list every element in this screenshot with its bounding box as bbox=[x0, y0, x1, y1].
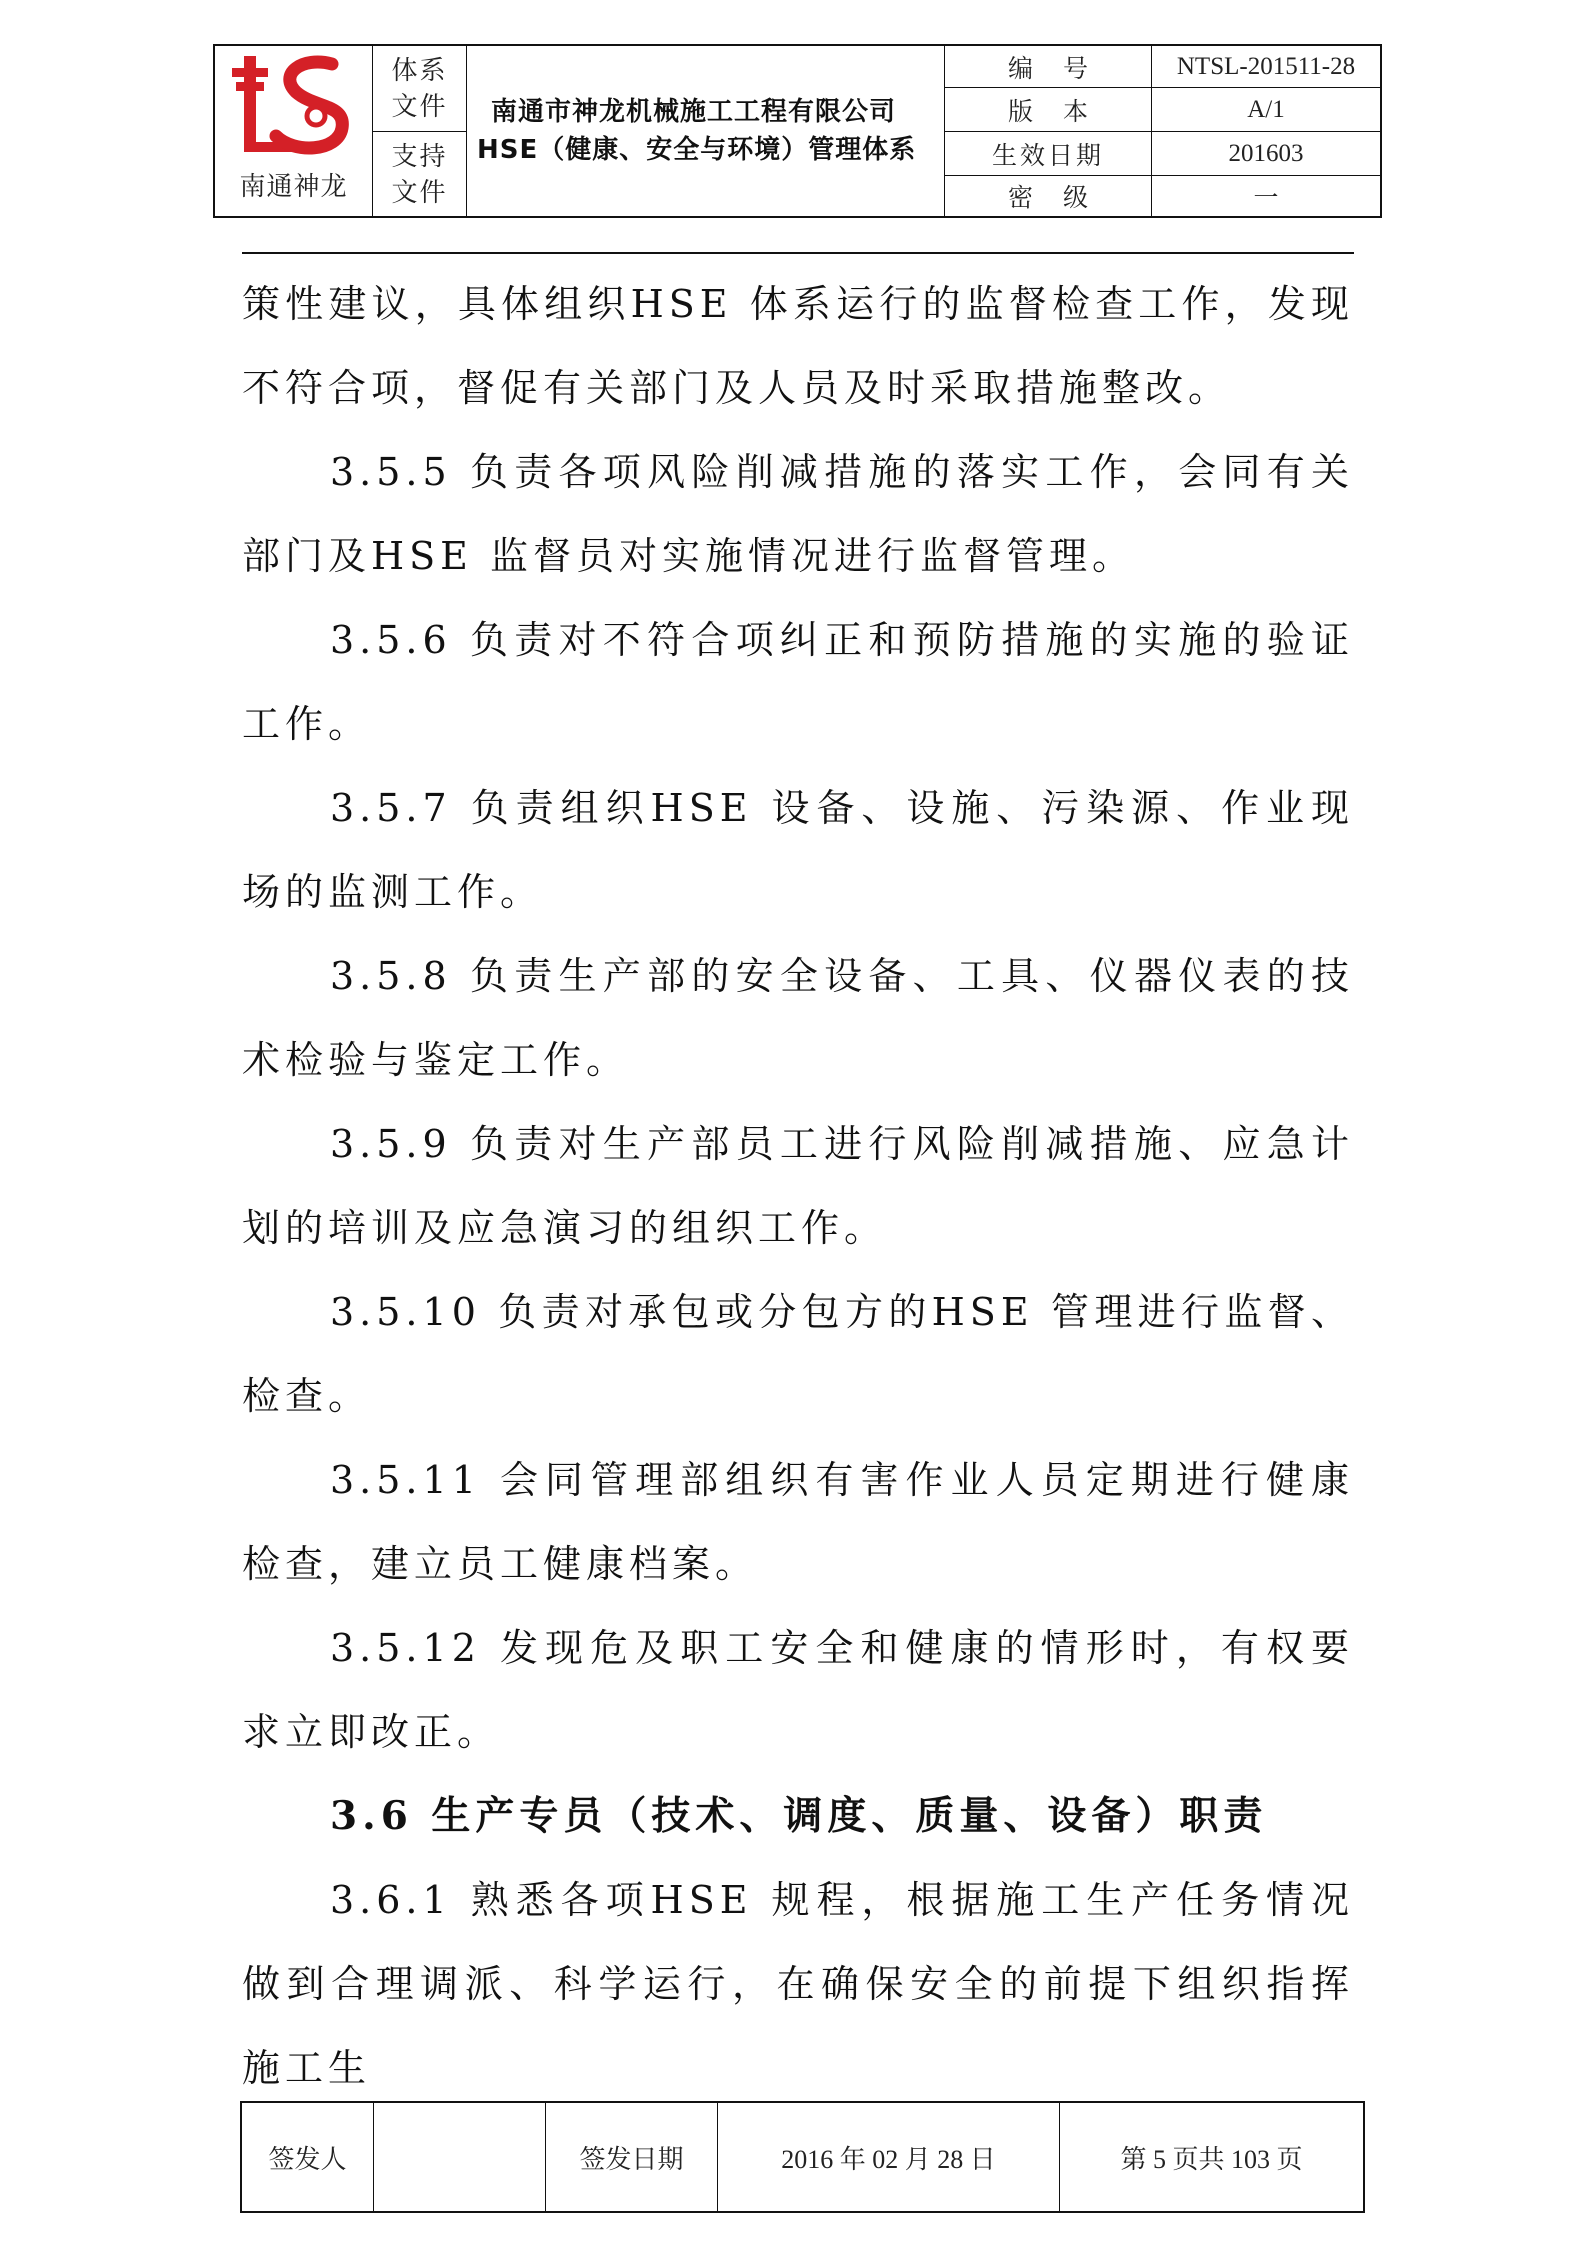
meta-label-effective-date: 生效日期 bbox=[991, 140, 1104, 170]
doc-type-system-file bbox=[373, 46, 466, 131]
doc-type-line: 文件 bbox=[391, 91, 448, 122]
meta-value-security-level: 一 bbox=[1253, 185, 1279, 212]
paragraph-3-5-10: 3.5.10 负责对承包或分包方的HSE 管理进行监督、检查。 bbox=[242, 1290, 1354, 1418]
footer-table bbox=[240, 2101, 1365, 2213]
paragraph-3-5-6: 3.5.6 负责对不符合项纠正和预防措施的实施的验证工作。 bbox=[242, 618, 1354, 746]
paragraph-3-5-5: 3.5.5 负责各项风险削减措施的落实工作，会同有关部门及HSE 监督员对实施情况进行监督管理。 bbox=[242, 450, 1354, 578]
meta-value-number: NTSL-201511-28 bbox=[1176, 52, 1356, 80]
paragraph-3-5-12: 3.5.12 发现危及职工安全和健康的情形时，有权要求立即改正。 bbox=[242, 1626, 1354, 1754]
header-rule bbox=[242, 252, 1354, 254]
meta-value-version: A/1 bbox=[1247, 95, 1285, 123]
logo-text: 南通神龙 bbox=[239, 172, 348, 202]
doc-type-line: 支持 bbox=[391, 141, 448, 172]
doc-type-line: 体系 bbox=[391, 55, 448, 86]
meta-value-effective-date: 201603 bbox=[1228, 139, 1304, 167]
issue-date-label: 签发日期 bbox=[546, 2103, 718, 2211]
company-title bbox=[467, 46, 943, 216]
logo-mark-icon bbox=[224, 50, 364, 170]
meta-label-security-level: 密级 bbox=[1007, 183, 1118, 212]
paragraph-3-5-8: 3.5.8 负责生产部的安全设备、工具、仪器仪表的技术检验与鉴定工作。 bbox=[242, 954, 1354, 1082]
paragraph-3-5-7: 3.5.7 负责组织HSE 设备、设施、污染源、作业现场的监测工作。 bbox=[242, 786, 1354, 914]
section-heading-3-6: 3.6 生产专员（技术、调度、质量、设备）职责 bbox=[330, 1793, 1268, 1839]
page-info: 第 5 页共 103 页 bbox=[1120, 2144, 1303, 2174]
paragraph-3-5-11: 3.5.11 会同管理部组织有害作业人员定期进行健康检查，建立员工健康档案。 bbox=[242, 1458, 1354, 1586]
document-body bbox=[242, 262, 1354, 2110]
doc-type-line: 文件 bbox=[391, 177, 448, 208]
company-name: 南通市神龙机械施工工程有限公司 bbox=[491, 97, 897, 127]
issue-date-value: 2016 年 02 月 28 日 bbox=[718, 2103, 1060, 2211]
paragraph: 策性建议，具体组织HSE 体系运行的监督检查工作，发现不符合项，督促有关部门及人员及时采取措施整改。 bbox=[242, 282, 1354, 410]
paragraph-3-5-9: 3.5.9 负责对生产部员工进行风险削减措施、应急计划的培训及应急演习的组织工作。 bbox=[242, 1122, 1354, 1250]
meta-label-number: 编号 bbox=[1007, 53, 1118, 83]
doc-type-support-file bbox=[373, 132, 466, 217]
issuer-value bbox=[374, 2103, 546, 2211]
issuer-label: 签发人 bbox=[242, 2103, 374, 2211]
system-name: HSE（健康、安全与环境）管理体系 bbox=[477, 135, 917, 165]
meta-label-version: 版本 bbox=[1007, 96, 1118, 126]
company-logo bbox=[215, 46, 372, 216]
paragraph-3-6-1: 3.6.1 熟悉各项HSE 规程，根据施工生产任务情况做到合理调派、科学运行，在确保安全的前提下组织指挥施工生 bbox=[242, 1878, 1354, 2090]
